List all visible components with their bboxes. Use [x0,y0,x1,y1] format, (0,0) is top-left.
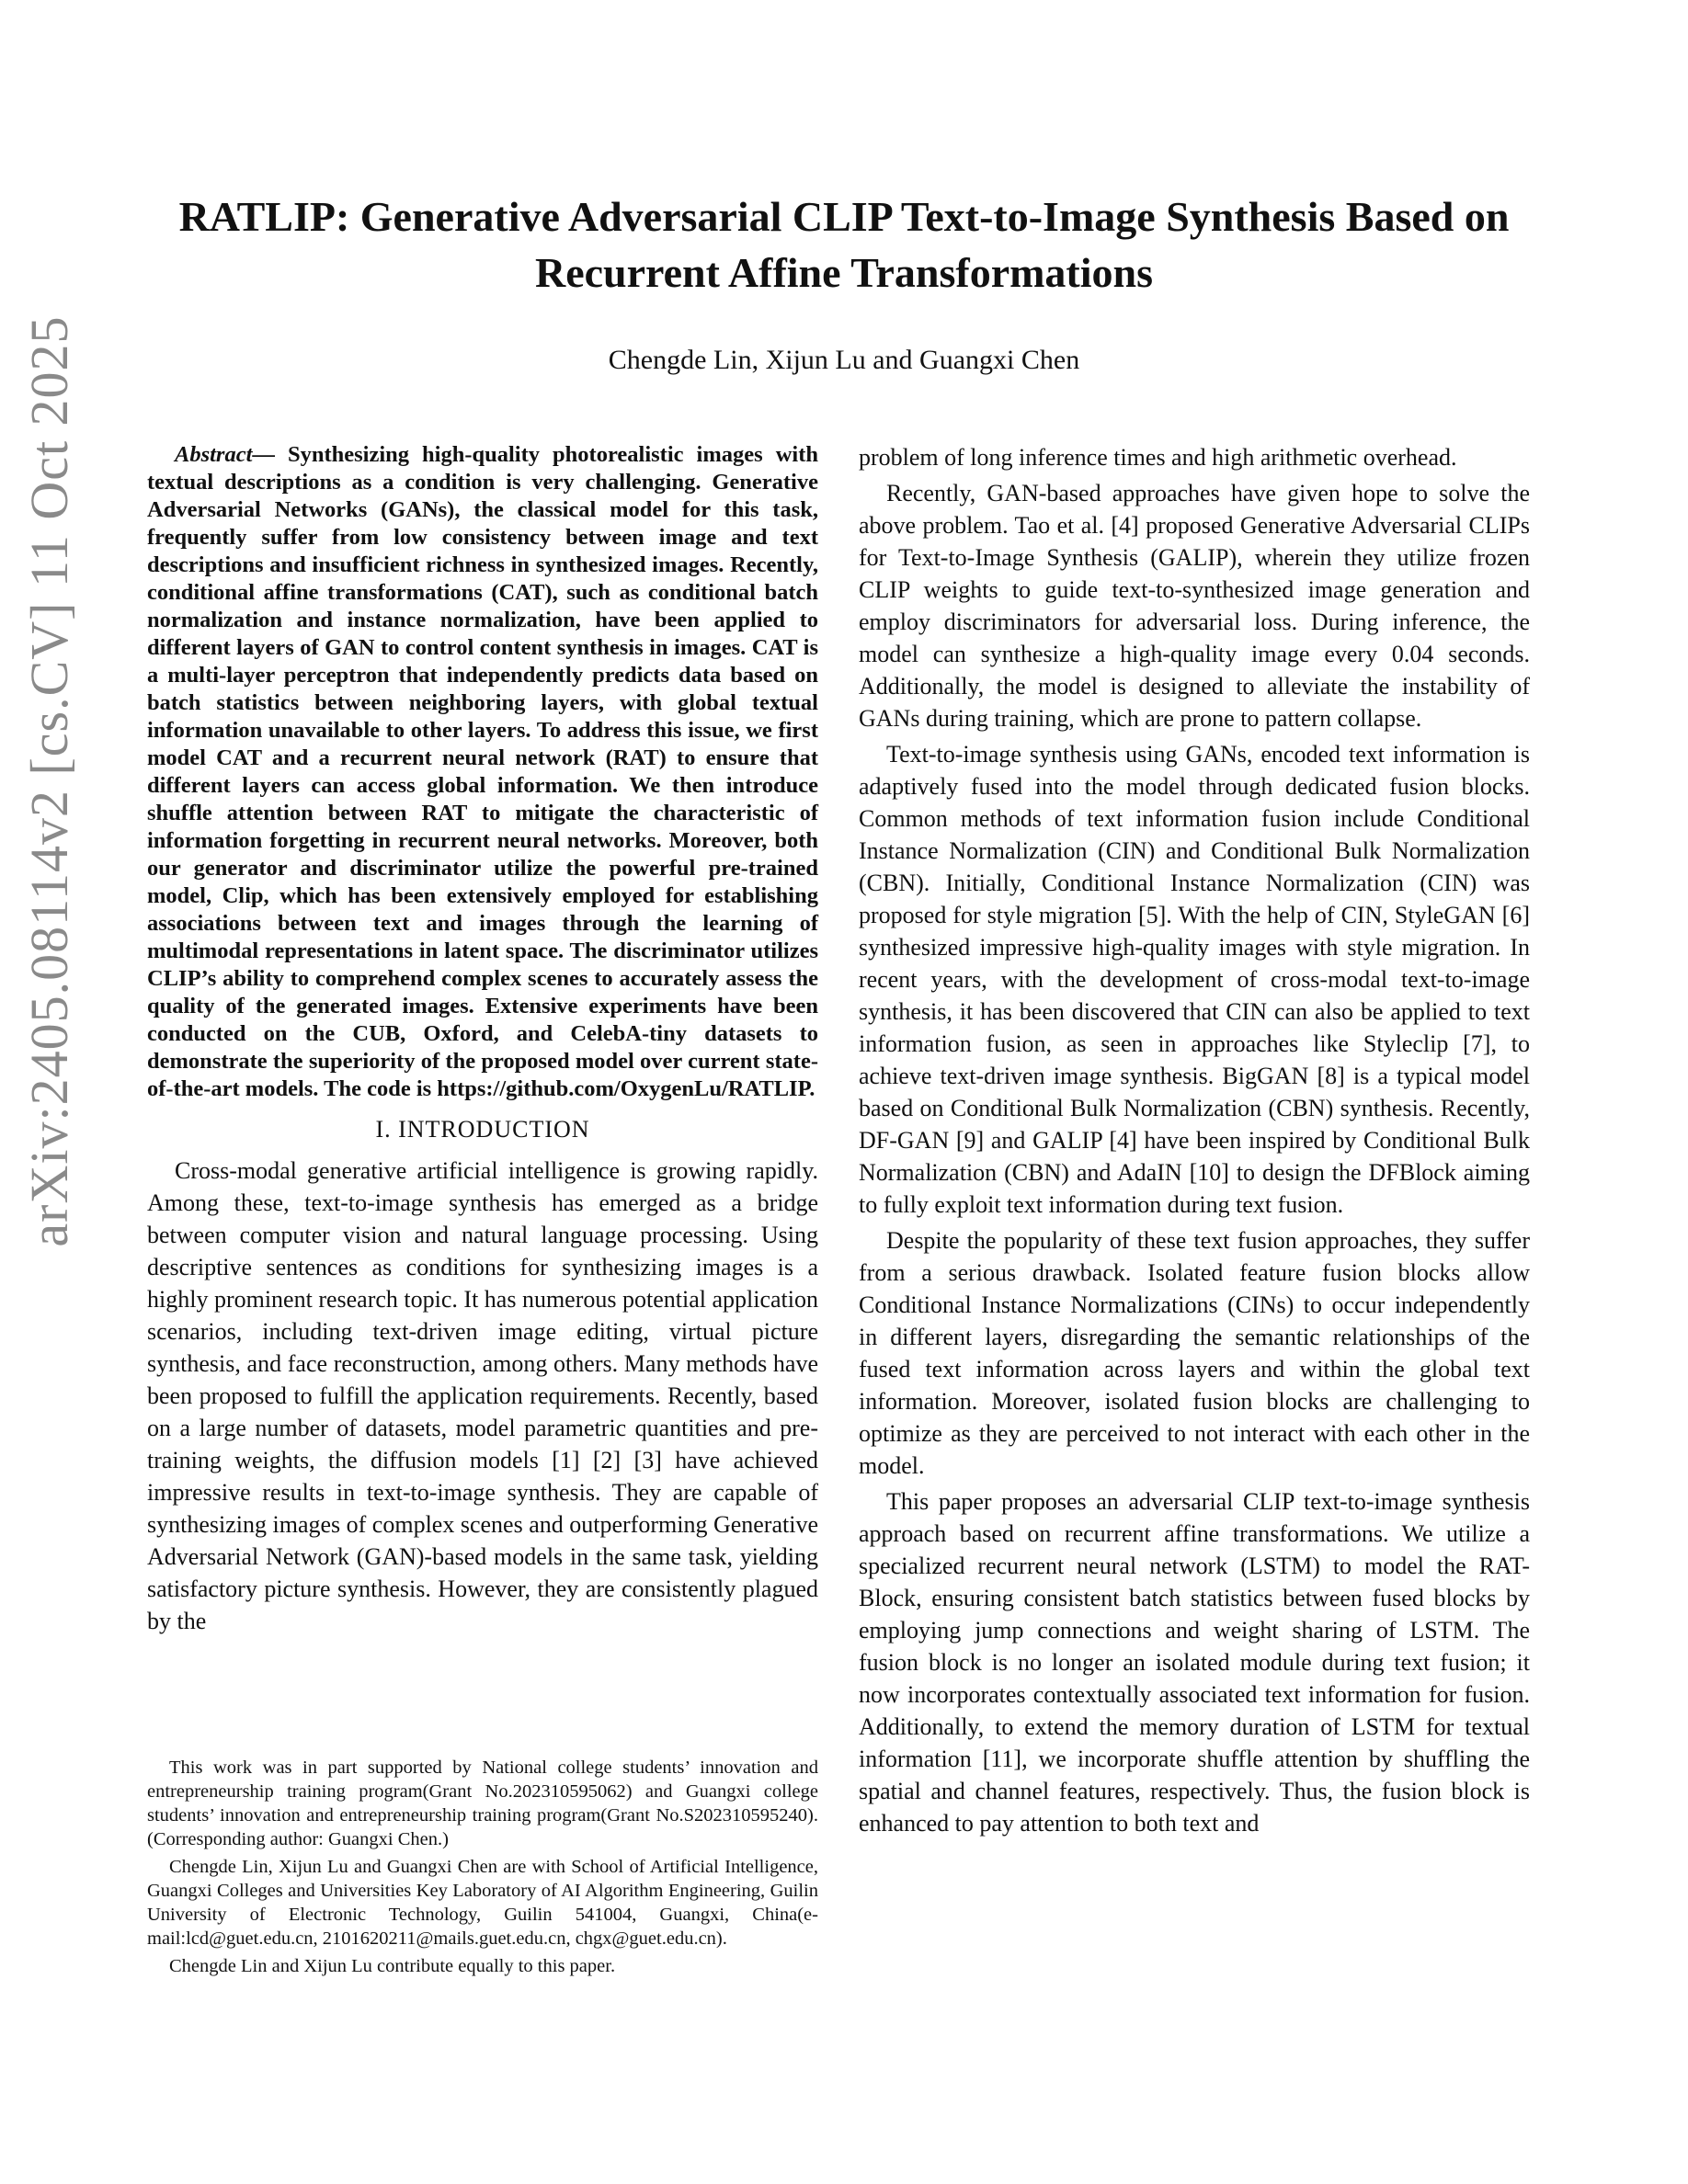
arxiv-identifier: arXiv:2405.08114v2 [cs.CV] 11 Oct 2025 [19,315,79,1247]
right-paragraph-2: Text-to-image synthesis using GANs, encoded text information is adaptively fused into the model through dedicated fusion blocks. Common methods of text information fusion include Conditional Instance Normalization (CIN) and Conditional Bulk Normalization (CBN). Initially, Conditional Instance Normalization (CIN) was proposed for style migration [5]. With the help of CIN, StyleGAN [6] synthesized impressive high-quality images with style migration. In recent years, with the development of cross-modal text-to-image synthesis, it has been discovered that CIN can also be applied to text information fusion, as seen in approaches like Styleclip [7], to achieve text-driven image synthesis. BigGAN [8] is a typical model based on Conditional Bulk Normalization (CBN) synthesis. Recently, DF-GAN [9] and GALIP [4] have been inspired by Conditional Bulk Normalization (CBN) and AdaIN [10] to design the DFBlock aiming to fully exploit text information during text fusion. [859,741,1530,1218]
abstract [147,441,818,1103]
paper-title: RATLIP: Generative Adversarial CLIP Text-to-Image Synthesis Based on Recurrent Affine Transformations [178,193,1510,296]
section-heading-introduction: I. INTRODUCTION [375,1116,590,1143]
right-paragraph-4: This paper proposes an adversarial CLIP text-to-image synthesis approach based on recurrent affine transformations. We utilize a specialized recurrent neural network (LSTM) to model the RAT-Block, ensuring consistent batch statistics between fused blocks by employing jump connections and weight sharing of LSTM. The fusion block is no longer an isolated module during text fusion; it now incorporates contextually associated text information for fusion. Additionally, to extend the memory duration of LSTM for textual information [11], we incorporate shuffle attention by shuffling the spatial and channel features, respectively. Thus, the fusion block is enhanced to pay attention to both text and [859,1488,1530,1837]
paper-authors: Chengde Lin, Xijun Lu and Guangxi Chen [608,345,1080,375]
abstract-text: — Synthesizing high-quality photorealistic images with textual descriptions as a condition is very challenging. Generative Adversarial Networks (GANs), the classical model for this task, frequently suffer from low consistency between image and text descriptions and insufficient richness in synthesized images. Recently, conditional affine transformations (CAT), such as conditional batch normalization and instance normalization, have been applied to different layers of GAN to control content synthesis in images. CAT is a multi-layer perceptron that independently predicts data based on batch statistics between neighboring layers, with global textual information unavailable to other layers. To address this issue, we first model CAT and a recurrent neural network (RAT) to ensure that different layers can access global information. We then introduce shuffle attention between RAT to mitigate the characteristic of information forgetting in recurrent neural networks. Moreover, both our generator and discriminator utilize the powerful pre-trained model, Clip, which has been extensively employed for establishing associations between text and images through the learning of multimodal representations in latent space. The discriminator utilizes CLIP’s ability to comprehend complex scenes to accurately assess the quality of the generated images. Extensive experiments have been conducted on the CUB, Oxford, and CelebA-tiny datasets to demonstrate the superiority of the proposed model over current state-of-the-art models. The code is https://github.com/OxygenLu/RATLIP. [147,442,818,1101]
right-paragraph-1: Recently, GAN-based approaches have given hope to solve the above problem. Tao et al. [4] proposed Generative Adversarial CLIPs for Text-to-Image Synthesis (GALIP), wherein they utilize frozen CLIP weights to guide text-to-synthesized image generation and employ discriminators for adversarial loss. During inference, the model can synthesize a high-quality image every 0.04 seconds. Additionally, the model is designed to alleviate the instability of GANs during training, which are prone to pattern collapse. [859,480,1530,732]
abstract-label: Abstract [175,442,253,467]
intro-paragraph-1: Cross-modal generative artificial intelligence is growing rapidly. Among these, text-to-image synthesis has emerged as a bridge between computer vision and natural language processing. Using descriptive sentences as conditions for synthesizing images is a highly prominent research topic. It has numerous potential application scenarios, including text-driven image editing, virtual picture synthesis, and face reconstruction, among others. Many methods have been proposed to fulfill the application requirements. Recently, based on a large number of datasets, model parametric quantities and pre-training weights, the diffusion models [1] [2] [3] have achieved impressive results in text-to-image synthesis. They are capable of synthesizing images of complex scenes and outperforming Generative Adversarial Network (GAN)-based models in the same task, yielding satisfactory picture synthesis. However, they are consistently plagued by the [147,1157,818,1634]
footnote-affiliation: Chengde Lin, Xijun Lu and Guangxi Chen are with School of Artificial Intelligence, Guangxi Colleges and Universities Key Laboratory of AI Algorithm Engineering, Guilin University of Electronic Technology, Guilin 541004, Guangxi, China(e-mail:lcd@guet.edu.cn, 2101620211@mails.guet.edu.cn, chgx@guet.edu.cn). [147,1857,818,1949]
right-paragraph-continuation: problem of long inference times and high arithmetic overhead. [859,444,1457,471]
right-paragraph-3: Despite the popularity of these text fusion approaches, they suffer from a serious drawback. Isolated feature fusion blocks allow Conditional Instance Normalizations (CINs) to occur independently in different layers, disregarding the semantic relationships of the fused text information across layers and within the global text information. Moreover, isolated fusion blocks are challenging to optimize as they are perceived to not interact with each other in the model. [859,1227,1530,1479]
footnotes [147,1756,818,1982]
footnote-funding: This work was in part supported by National college students’ innovation and entrepreneurship training program(Grant No.202310595062) and Guangxi college students’ innovation and entrepreneurship training program(Grant No.S202310595240).(Corresponding author: Guangxi Chen.) [147,1757,818,1849]
footnote-equal-contribution: Chengde Lin and Xijun Lu contribute equally to this paper. [169,1956,616,1976]
left-column [147,441,818,1637]
right-column [859,441,1530,1839]
